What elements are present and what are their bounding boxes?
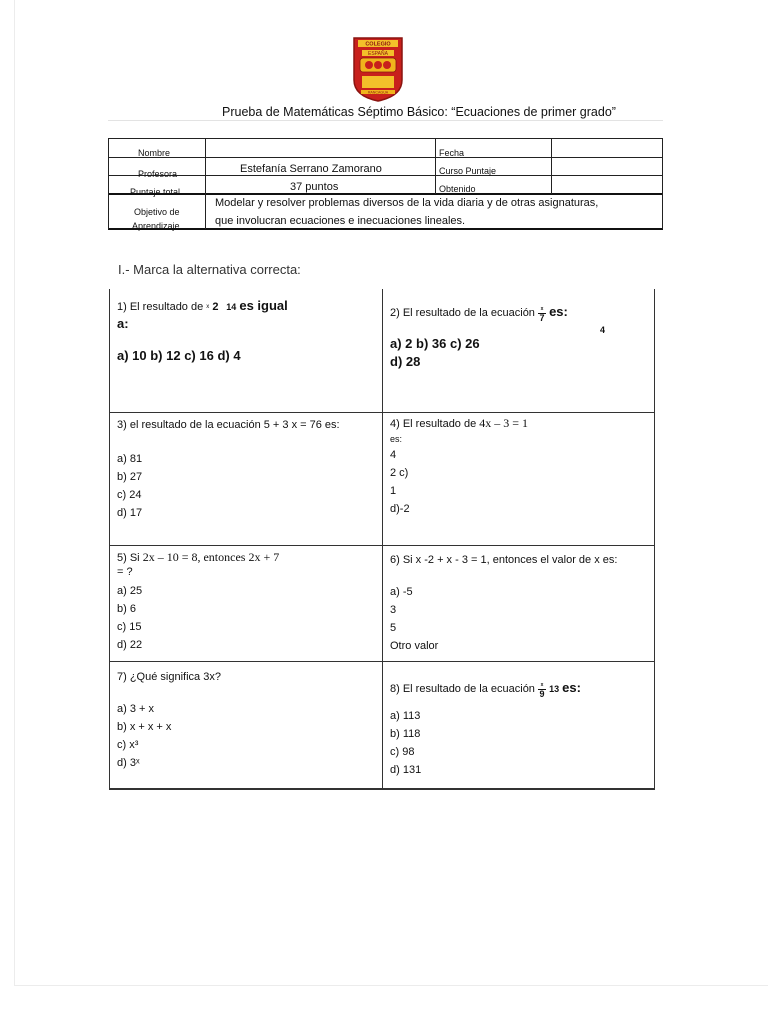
q7-option-d: d) 3ˣ [117,757,140,769]
q5-expr1: 2x – 10 = 8 [142,550,198,564]
objetivo-text-line2: que involucran ecuaciones e inecuaciones lineales. [215,215,466,227]
q3-option-a: a) 81 [117,453,143,465]
logo-text-rancagua: RANCAGUA [367,90,389,95]
q8-option-c: c) 98 [390,746,415,758]
question-6 [390,551,617,655]
q7-option-c: c) x³ [117,739,139,751]
q4-prefix: 4) El resultado de [390,418,477,430]
q4-option-b: 2 c) [390,467,409,479]
q2-fraction: $\frac{x}{7}$ [539,305,545,323]
questions-grid [109,289,655,789]
q5-prefix: 5) Si [117,552,140,564]
section-heading: I.- Marca la alternativa correcta: [118,262,301,277]
q1-suffix: es igual [239,298,288,313]
label-fecha: Fecha [439,148,465,158]
label-profesora: Profesora [138,169,178,179]
label-curso-puntaje: Curso Puntaje [439,166,497,176]
label-obtenido: Obtenido [439,184,476,194]
q1-line2: a: [117,316,129,331]
q5-option-b: b) 6 [117,603,136,615]
q3-option-c: c) 24 [117,489,142,501]
q4-option-c: 1 [390,485,397,497]
q8-suffix: es: [562,680,581,695]
q5-option-d: d) 22 [117,639,143,651]
q1-expr-14: 14 [226,302,237,312]
q1-expr-2: 2 [212,301,219,313]
question-1 [117,297,288,365]
q6-option-b: 3 [390,604,397,616]
title-divider [108,120,663,121]
student-info-table [108,138,663,229]
question-4 [390,414,528,518]
q4-option-d: d)-2 [390,503,410,515]
q2-prefix: 2) El resultado de la ecuación [390,307,535,319]
label-puntaje-total: Puntaje total [130,187,181,197]
q7-option-b: b) x + x + x [117,721,172,733]
label-aprendizaje: Aprendizaje [132,221,180,231]
q8-prefix: 8) El resultado de la ecuación [390,683,535,695]
q8-fraction: $\frac{x}{9}$ [539,681,545,699]
question-7 [117,668,221,772]
logo-text-espana: ESPAÑA [368,51,388,57]
q6-text: 6) Si x -2 + x - 3 = 1, entonces el valor de x es: [390,554,618,566]
question-3 [117,416,340,522]
q6-option-a: a) -5 [390,586,413,598]
label-nombre: Nombre [138,148,171,158]
question-5 [117,548,279,654]
school-crest-logo [352,36,404,102]
q2-side-value: 4 [600,325,606,335]
q2-suffix: es: [549,304,568,319]
q6-option-d: Otro valor [390,640,439,652]
q4-expr: 4x – 3 = 1 [479,416,529,430]
q5-mid: , entonces [197,550,246,564]
objetivo-text-line1: Modelar y resolver problemas diversos de la vida diaria y de otras asignaturas, [215,197,599,209]
document-title: Prueba de Matemáticas Séptimo Básico: “Ecuaciones de primer grado” [222,105,616,119]
logo-text-colegio: COLEGIO [365,41,391,48]
question-8 [390,679,581,779]
q4-option-a: 4 [390,449,397,461]
q5-line2: = ? [117,566,133,578]
q3-option-d: d) 17 [117,507,143,519]
q2-answers-2: d) 28 [390,354,421,369]
q6-option-c: 5 [390,622,397,634]
q7-option-a: a) 3 + x [117,703,154,715]
q8-option-d: d) 131 [390,764,422,776]
profesora-value: Estefanía Serrano Zamorano [240,163,382,175]
question-2 [390,303,606,371]
q5-option-c: c) 15 [117,621,142,633]
q3-text: 3) el resultado de la ecuación 5 + 3 x = 76 es: [117,419,340,431]
q2-answers-1: a) 2 b) 36 c) 26 [390,336,480,351]
q3-option-b: b) 27 [117,471,143,483]
q4-line2: es: [390,434,403,444]
q7-text: 7) ¿Qué significa 3x? [117,671,221,683]
label-objetivo: Objetivo de [134,207,180,217]
q8-expr-13: 13 [549,684,560,694]
page-edge-bottom [14,985,768,986]
q1-expr-x: x [206,304,210,311]
q8-option-b: b) 118 [390,728,421,740]
q5-option-a: a) 25 [117,585,143,597]
q8-option-a: a) 113 [390,710,421,722]
puntaje-total-value: 37 puntos [290,181,339,193]
page-edge-left [14,0,15,985]
q5-expr2: 2x + 7 [248,550,280,564]
q1-prefix: 1) El resultado de [117,301,204,313]
q1-answers: a) 10 b) 12 c) 16 d) 4 [117,348,241,363]
